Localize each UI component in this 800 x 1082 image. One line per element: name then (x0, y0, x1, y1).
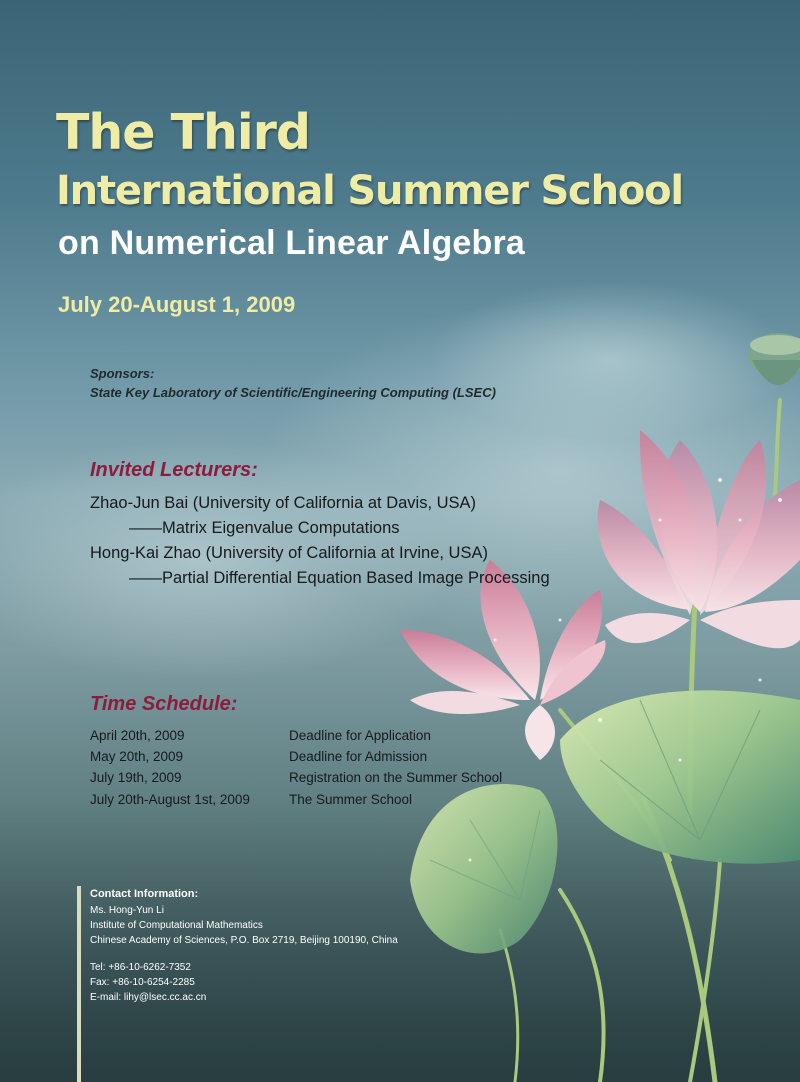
event-dates: July 20-August 1, 2009 (58, 292, 296, 317)
lecturer-topic: ——Partial Differential Equation Based Image Processing (129, 569, 550, 587)
schedule-date: July 19th, 2009 (90, 770, 182, 785)
lecturer-topic: ——Matrix Eigenvalue Computations (129, 519, 400, 537)
title-line-3: on Numerical Linear Algebra (58, 224, 526, 262)
lecturer-name: Zhao-Jun Bai (University of California at Davis, USA) (90, 494, 477, 512)
contact-fax: Fax: +86-10-6254-2285 (90, 977, 195, 988)
schedule-event: Deadline for Application (289, 728, 431, 743)
schedule-event: Registration on the Summer School (289, 770, 503, 785)
schedule-date: July 20th-August 1st, 2009 (90, 792, 250, 807)
time-schedule-heading: Time Schedule: (90, 693, 238, 715)
contact-divider (77, 886, 81, 1082)
contact-email: E-mail: lihy@lsec.cc.ac.cn (90, 992, 207, 1003)
contact-address: Chinese Academy of Sciences, P.O. Box 2719, Beijing 100190, China (90, 935, 398, 946)
invited-lecturers-heading: Invited Lecturers: (90, 459, 258, 481)
schedule-date: April 20th, 2009 (90, 728, 185, 743)
contact-institute: Institute of Computational Mathematics (90, 920, 263, 931)
contact-tel: Tel: +86-10-6262-7352 (90, 962, 191, 973)
contact-name: Ms. Hong-Yun Li (90, 905, 164, 916)
contact-heading: Contact Information: (90, 888, 199, 900)
schedule-date: May 20th, 2009 (90, 749, 184, 764)
sponsor-name: State Key Laboratory of Scientific/Engineering Computing (LSEC) (90, 385, 496, 400)
sponsors-label: Sponsors: (90, 366, 155, 381)
schedule-event: Deadline for Admission (289, 749, 428, 764)
lecturer-name: Hong-Kai Zhao (University of California at Irvine, USA) (90, 544, 488, 562)
schedule-event: The Summer School (289, 792, 413, 807)
glow-shape (430, 280, 790, 440)
title-line-1: The Third (56, 104, 310, 161)
title-line-2: International Summer School (56, 168, 683, 214)
